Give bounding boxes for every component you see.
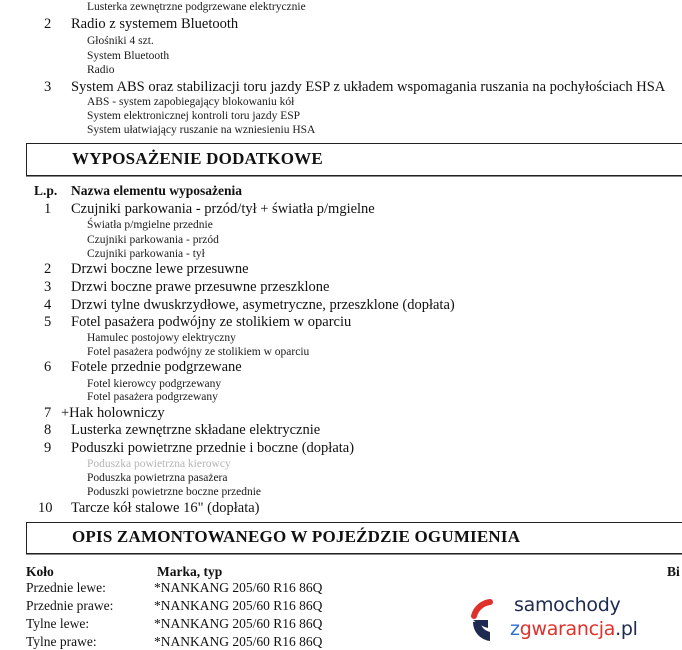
item-number: 6 bbox=[44, 359, 52, 375]
tire-brand-value: *NANKANG 205/60 R16 86Q bbox=[154, 598, 323, 613]
item-number: 1 bbox=[44, 201, 52, 217]
logo-text-line1: samochody bbox=[514, 594, 621, 616]
subitem: Lusterka zewnętrzne podgrzewane elektrycznie bbox=[87, 1, 306, 13]
tire-brand-value: *NANKANG 205/60 R16 86Q bbox=[154, 580, 323, 595]
item-name: Fotele przednie podgrzewane bbox=[71, 359, 242, 375]
item-number: 10 bbox=[38, 500, 53, 516]
section-title: OPIS ZAMONTOWANEGO W POJEŹDZIE OGUMIENIA bbox=[72, 527, 521, 546]
tire-wheel-label: Przednie lewe: bbox=[26, 580, 106, 595]
item-number: 3 bbox=[44, 279, 52, 295]
item-name: Drzwi boczne lewe przesuwne bbox=[71, 261, 249, 277]
item-number: 2 bbox=[44, 16, 52, 32]
logo-text-line2 bbox=[510, 618, 638, 640]
item-number: 4 bbox=[44, 297, 52, 313]
subitem: Radio bbox=[87, 64, 115, 76]
item-name: Fotel pasażera podwójny ze stolikiem w oparciu bbox=[71, 314, 352, 330]
item-number: 7 bbox=[44, 405, 52, 421]
subitem: System elektronicznej kontroli toru jazdy ESP bbox=[87, 110, 301, 122]
subitem: Fotel pasażera podwójny ze stolikiem w oparciu bbox=[87, 346, 310, 358]
column-header-partial: Bi bbox=[667, 564, 680, 579]
logo-letter-z: z bbox=[510, 618, 520, 640]
subitem: Głośniki 4 szt. bbox=[87, 35, 154, 47]
item-number: 5 bbox=[44, 314, 52, 330]
item-name: +Hak holowniczy bbox=[61, 405, 165, 421]
subitem: System ułatwiający ruszanie na wzniesieniu HSA bbox=[87, 124, 316, 136]
item-name: System ABS oraz stabilizacji toru jazdy ESP z układem wspomagania ruszania na pochyłościach HSA bbox=[71, 79, 666, 95]
subitem: System Bluetooth bbox=[87, 50, 170, 62]
subitem: Poduszka powietrzna kierowcy bbox=[87, 458, 231, 470]
subitem: Światła p/mgielne przednie bbox=[87, 219, 213, 231]
item-number: 2 bbox=[44, 261, 52, 277]
steering-wheel-icon bbox=[470, 598, 514, 644]
tire-wheel-label: Tylne lewe: bbox=[26, 616, 90, 631]
column-header-number: L.p. bbox=[34, 183, 58, 198]
item-number: 3 bbox=[44, 79, 52, 95]
subitem: Czujniki parkowania - tył bbox=[87, 248, 205, 260]
tire-brand-value: *NANKANG 205/60 R16 86Q bbox=[154, 616, 323, 631]
logo-word-main: gwarancja bbox=[519, 618, 616, 640]
subitem: Fotel kierowcy podgrzewany bbox=[87, 378, 222, 390]
tire-wheel-label: Przednie prawe: bbox=[26, 598, 114, 613]
item-name: Drzwi tylne dwuskrzydłowe, asymetryczne, przeszklone (dopłata) bbox=[71, 297, 455, 313]
subitem: ABS - system zapobiegający blokowaniu kół bbox=[87, 96, 295, 108]
tire-wheel-label: Tylne prawe: bbox=[26, 634, 97, 649]
subitem: Poduszka powietrzna pasażera bbox=[87, 472, 228, 484]
logo-tld: .pl bbox=[615, 618, 638, 640]
item-name: Czujniki parkowania - przód/tył + światła p/mgielne bbox=[71, 201, 375, 217]
column-header-wheel: Koło bbox=[26, 564, 54, 579]
item-name: Tarcze kół stalowe 16" (dopłata) bbox=[71, 500, 260, 516]
subitem: Hamulec postojowy elektryczny bbox=[87, 332, 236, 344]
item-number: 9 bbox=[44, 440, 52, 456]
watermark-logo bbox=[470, 592, 645, 648]
section-title: WYPOSAŻENIE DODATKOWE bbox=[72, 149, 323, 168]
column-header-name: Nazwa elementu wyposażenia bbox=[71, 183, 242, 198]
item-name: Drzwi boczne prawe przesuwne przeszklone bbox=[71, 279, 330, 295]
item-name: Poduszki powietrzne przednie i boczne (dopłata) bbox=[71, 440, 355, 456]
column-header-brand: Marka, typ bbox=[157, 564, 223, 579]
item-name: Lusterka zewnętrzne składane elektrycznie bbox=[71, 422, 321, 438]
item-name: Radio z systemem Bluetooth bbox=[71, 16, 239, 32]
item-number: 8 bbox=[44, 422, 52, 438]
subitem: Fotel pasażera podgrzewany bbox=[87, 391, 218, 403]
tire-brand-value: *NANKANG 205/60 R16 86Q bbox=[154, 634, 323, 649]
subitem: Czujniki parkowania - przód bbox=[87, 234, 219, 246]
subitem: Poduszki powietrzne boczne przednie bbox=[87, 486, 262, 498]
